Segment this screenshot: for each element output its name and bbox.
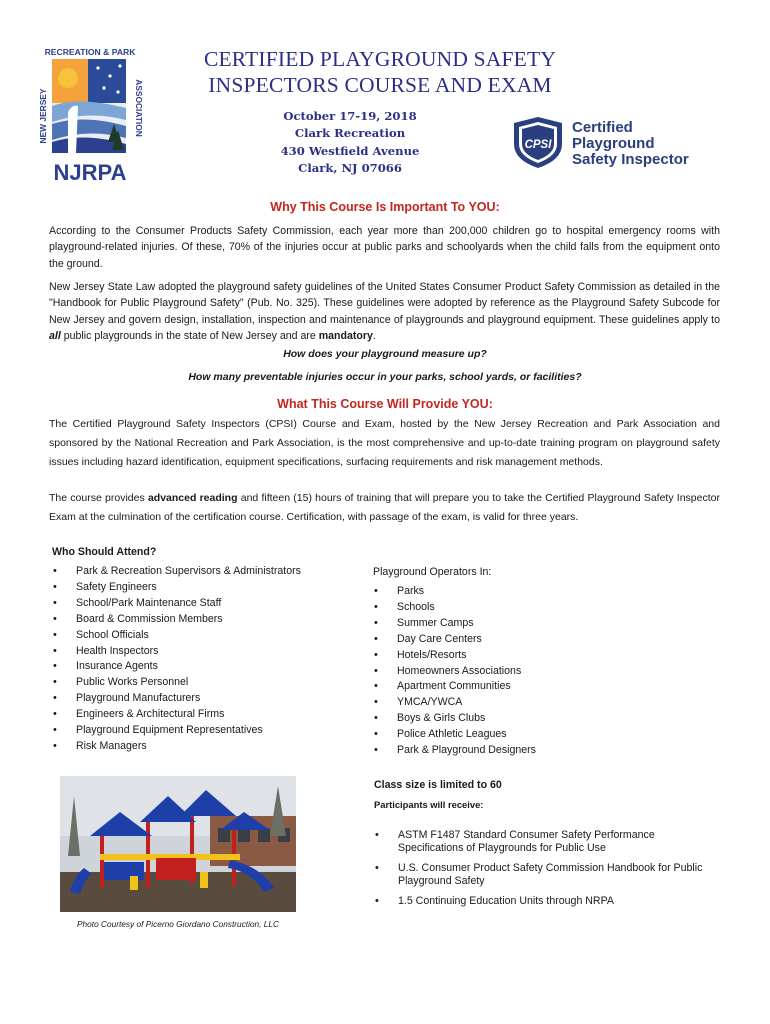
list-item: • YMCA/YWCA [373, 695, 673, 711]
list-item: • Board & Commission Members [52, 612, 352, 628]
list-item: • Apartment Communities [373, 679, 673, 695]
provide-paragraph-2 [49, 489, 720, 527]
logo-right-text: ASSOCIATION [134, 79, 144, 137]
list-item: • ASTM F1487 Standard Consumer Safety Performance Specifications of Playgrounds for Public Use [374, 829, 704, 854]
title-line-2: INSPECTORS COURSE AND EXAM [208, 73, 552, 97]
provide-heading: What This Course Will Provide YOU: [277, 397, 493, 411]
receive-section [374, 779, 704, 916]
why-paragraph-1: According to the Consumer Products Safety Commission, each year more than 200,000 children go to hospital emergency rooms with playground-related injuries. Of these, 70% of the injuries occur at public parks and schoolyards when the child falls from the equipment onto the ground. [49, 225, 720, 270]
operators-list [373, 584, 673, 759]
list-item: • School/Park Maintenance Staff [52, 596, 352, 612]
event-venue: Clark Recreation [294, 126, 406, 141]
photo-credit: Photo Courtesy of Picerno Giordano Construction, LLC [77, 919, 279, 929]
provide-p2-bold: advanced reading [147, 492, 238, 504]
list-item: • Park & Playground Designers [373, 743, 673, 759]
cpsi-line-1: Certified [572, 119, 633, 136]
list-item: • Day Care Centers [373, 632, 673, 648]
list-item: • Schools [373, 600, 673, 616]
list-item: • Police Athletic Leagues [373, 727, 673, 743]
list-item: • Homeowners Associations [373, 664, 673, 680]
list-item: • Playground Equipment Representatives [52, 723, 352, 739]
logo-left-text: NEW JERSEY [38, 88, 48, 144]
list-item: • Public Works Personnel [52, 675, 352, 691]
playground-photo [60, 776, 296, 912]
provide-paragraph-1: The Certified Playground Safety Inspectors (CPSI) Course and Exam, hosted by the New Jersey Recreation and Park Association and sponsored by the National Recreation and Park Association, is the most comprehensive and up-to-date training program on playground safety issues including hazard identification, equipment specifications, surfacing requirements and risk management methods. [49, 418, 720, 468]
operators-heading: Playground Operators In: [373, 566, 492, 578]
logo-acronym: NJRPA [53, 160, 127, 185]
question-1: How does your playground measure up? [283, 348, 487, 360]
why-paragraph-2 [49, 279, 720, 345]
page-title [180, 46, 580, 98]
list-item: • Engineers & Architectural Firms [52, 707, 352, 723]
why-p2-mid: public playgrounds in the state of New Jersey and are [60, 330, 319, 343]
operators-section [373, 566, 673, 759]
title-line-1: CERTIFIED PLAYGROUND SAFETY [203, 47, 557, 71]
class-size: Class size is limited to 60 [374, 779, 502, 791]
why-p2-all: all [49, 330, 61, 343]
list-item: • Park & Recreation Supervisors & Administrators [52, 564, 352, 580]
cpsi-mark: CPSI [524, 139, 552, 151]
why-heading: Why This Course Is Important To YOU: [270, 200, 500, 214]
attend-heading: Who Should Attend? [52, 546, 157, 558]
receive-heading: Participants will receive: [374, 799, 484, 810]
njrpa-logo [38, 46, 142, 186]
receive-list [374, 829, 704, 908]
list-item: • U.S. Consumer Product Safety Commission Handbook for Public Playground Safety [374, 862, 704, 887]
why-p2-start: New Jersey State Law adopted the playground safety guidelines of the United States Consumer Product Safety Commission as detailed in the "Handbook for Public Playground Safety" (Pub. No. 325). These guidelines were adopted by reference as the Playground Safety Subcode for New Jersey and govern design, installation, inspection and maintenance of playgrounds and playground equipment. These guidelines apply to [49, 281, 720, 326]
list-item: • Health Inspectors [52, 644, 352, 660]
list-item: • Risk Managers [52, 739, 352, 755]
event-address: 430 Westfield Avenue [280, 143, 420, 158]
list-item: • Playground Manufacturers [52, 691, 352, 707]
logo-top-text: RECREATION & PARK [44, 47, 136, 57]
list-item: • Safety Engineers [52, 580, 352, 596]
provide-p2-start: The course provides [49, 492, 148, 504]
list-item: • Hotels/Resorts [373, 648, 673, 664]
list-item: • School Officials [52, 628, 352, 644]
why-p2-end: . [372, 330, 376, 343]
list-item: • Summer Camps [373, 616, 673, 632]
list-item: • Insurance Agents [52, 659, 352, 675]
event-date: October 17-19, 2018 [283, 109, 417, 123]
list-item: • 1.5 Continuing Education Units through NRPA [374, 895, 704, 908]
attend-section [52, 546, 352, 755]
cpsi-line-3: Safety Inspector [572, 151, 689, 168]
event-city: Clark, NJ 07066 [298, 160, 402, 175]
provide-p2-end: and fifteen (15) hours of training that will prepare you to take the Certified Playground Safety Inspector Exam at the culmination of the certification course. Certification, with passage of the exam, is valid for three years. [49, 492, 720, 523]
question-2: How many preventable injuries occur in your parks, school yards, or facilities? [188, 371, 582, 383]
cpsi-logo [512, 114, 697, 170]
why-p2-mandatory: mandatory [318, 330, 373, 343]
cpsi-line-2: Playground [572, 135, 655, 152]
list-item: • Parks [373, 584, 673, 600]
attend-list [52, 564, 352, 755]
event-info [230, 108, 470, 177]
list-item: • Boys & Girls Clubs [373, 711, 673, 727]
